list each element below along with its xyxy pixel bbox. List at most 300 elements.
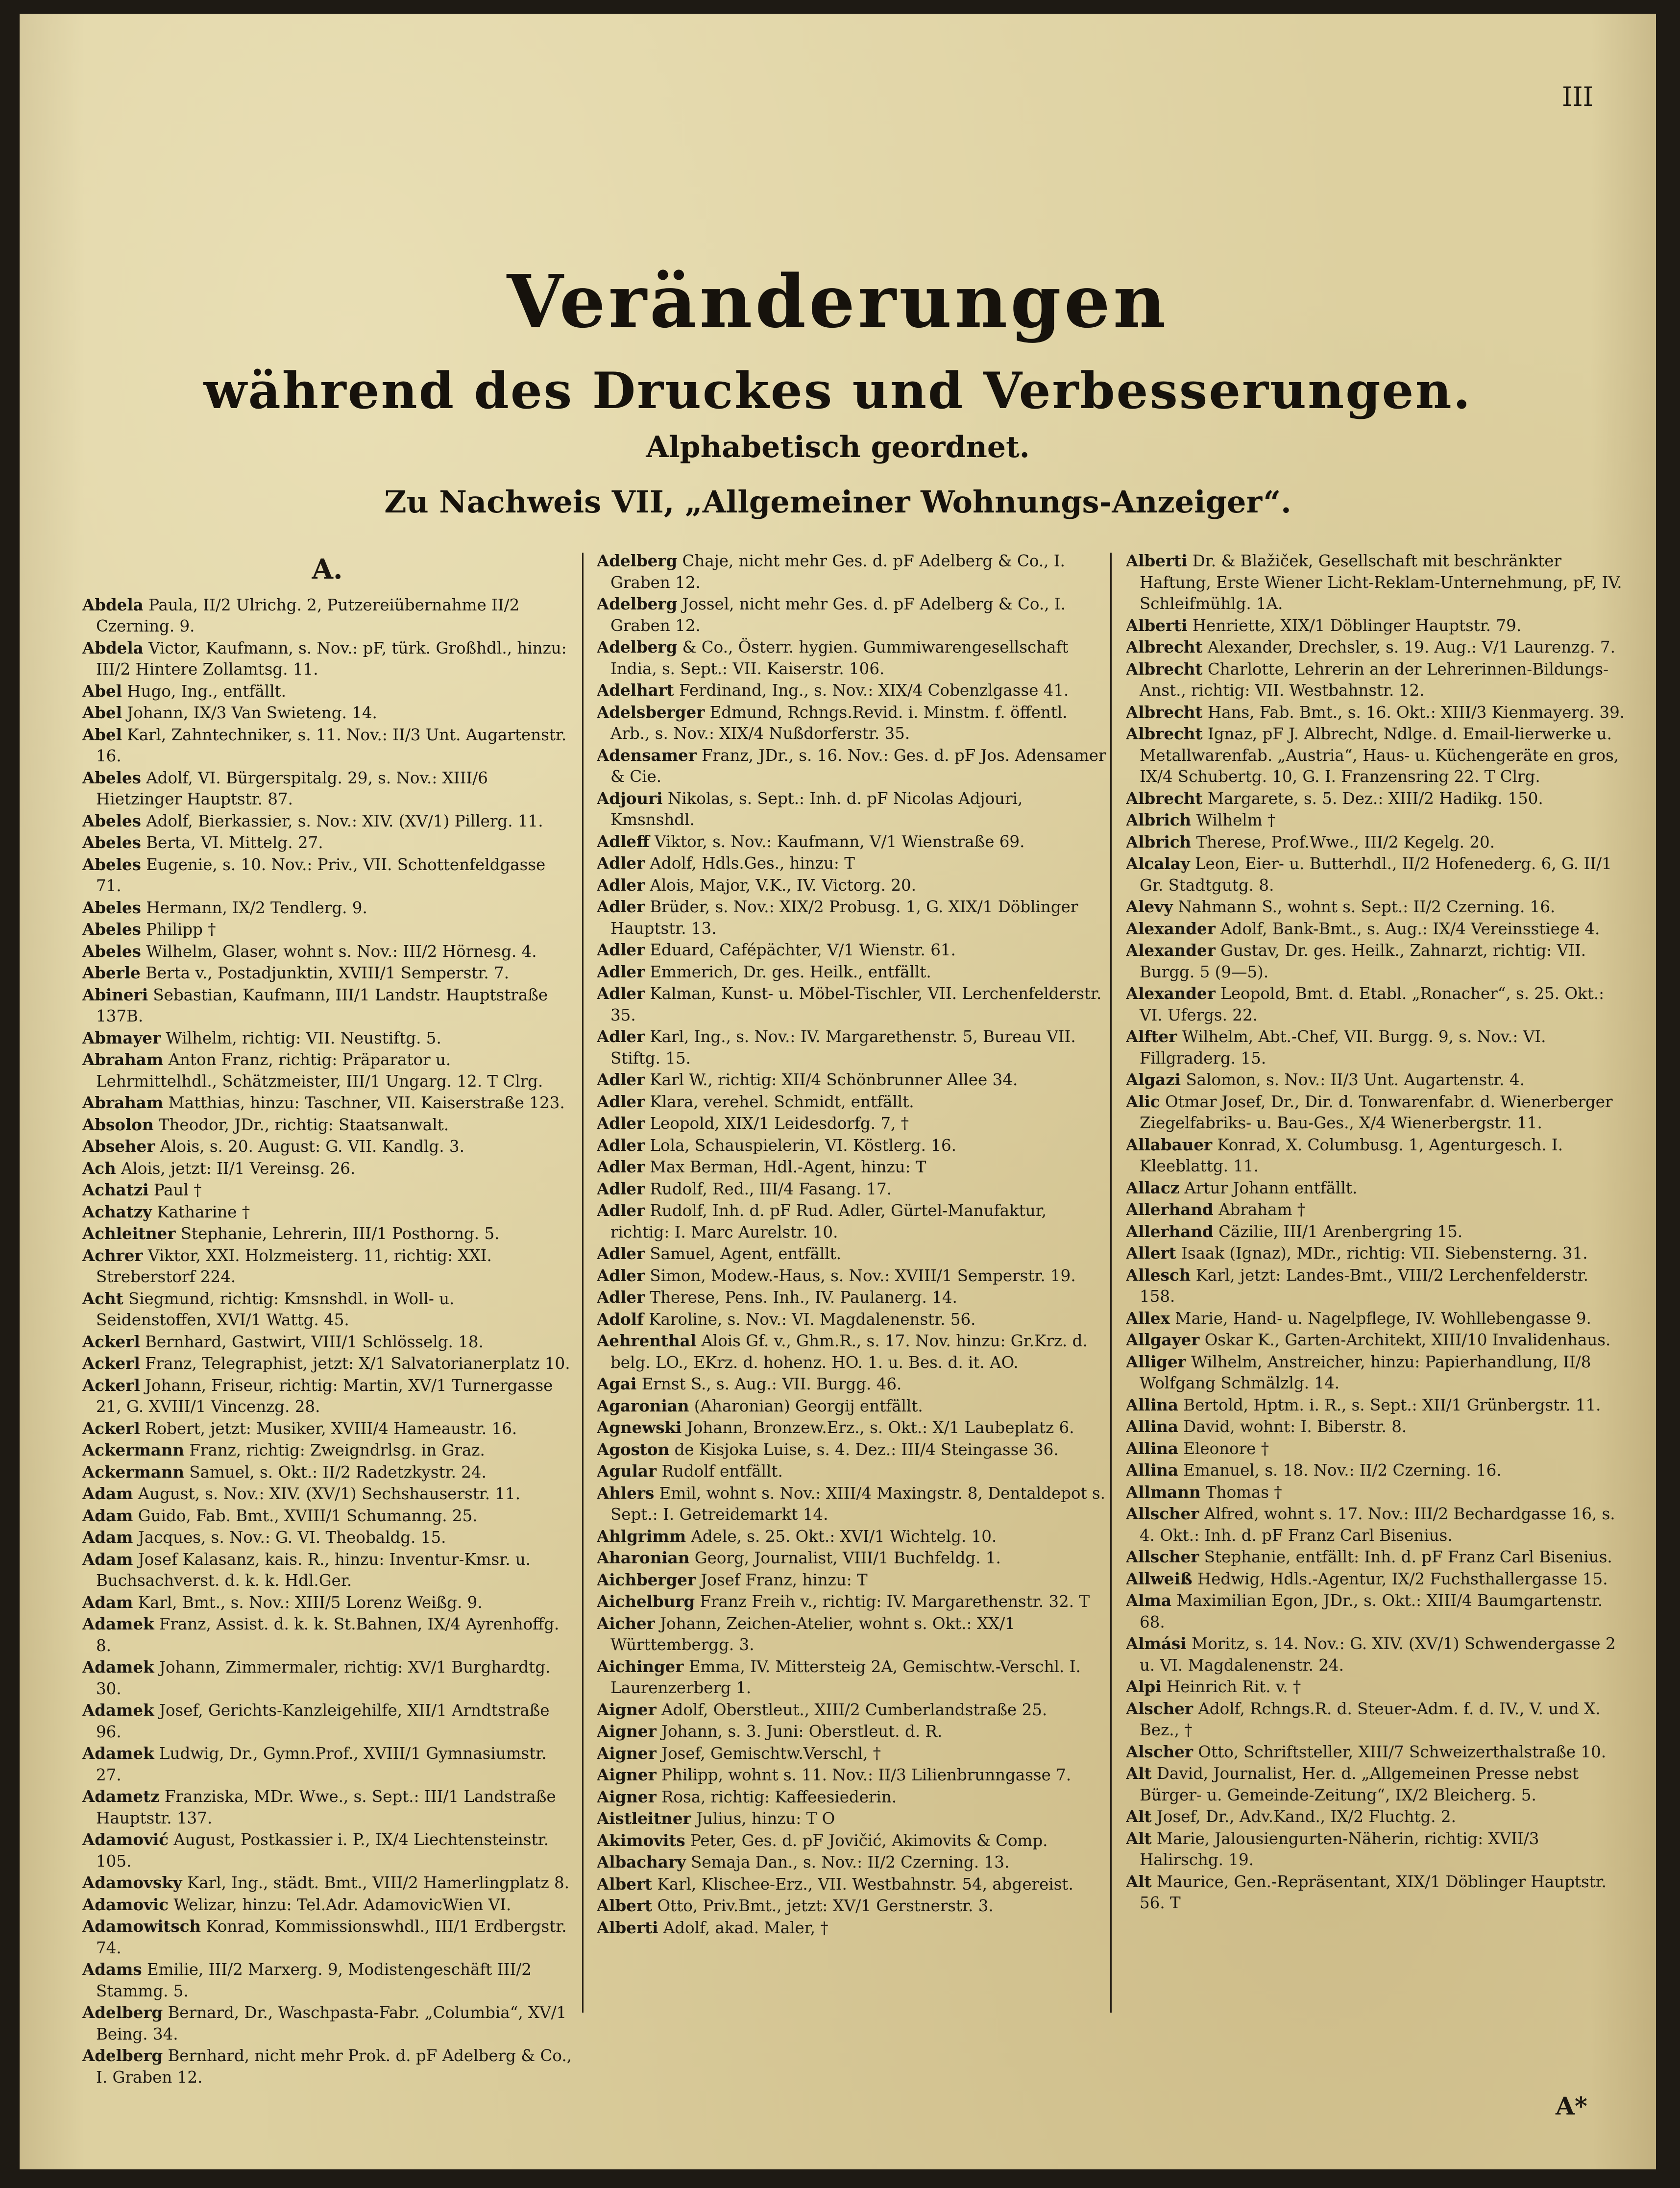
entry-list <box>82 594 572 2089</box>
directory-entry <box>82 984 572 1027</box>
directory-entry <box>82 2045 572 2088</box>
entry-surname: Ackerl <box>82 1332 140 1351</box>
entry-details: August, s. Nov.: XIV. (XV/1) Sechshauserstr. 11. <box>133 1484 521 1503</box>
directory-entry <box>597 1243 1106 1265</box>
entry-surname: Adler <box>597 984 645 1003</box>
entry-surname: Adamek <box>82 1701 154 1720</box>
directory-entry <box>1126 1329 1626 1351</box>
directory-entry <box>597 680 1106 702</box>
entry-details: August, Postkassier i. P., IX/4 Liechtensteinstr. 105. <box>96 1830 549 1871</box>
directory-entry <box>597 1613 1106 1656</box>
directory-entry <box>82 1743 572 1786</box>
entry-surname: Abeles <box>82 854 141 874</box>
entry-details: Therese, Pens. Inh., IV. Paulanerg. 14. <box>645 1288 957 1307</box>
entry-details: Josef Franz, hinzu: T <box>696 1570 868 1589</box>
entry-surname: Agaronian <box>597 1396 689 1415</box>
entry-surname: Abeles <box>82 920 141 939</box>
directory-entry <box>82 1158 572 1180</box>
directory-entry <box>597 1395 1106 1417</box>
entry-details: Anton Franz, richtig: Präparator u. Lehrmittelhdl., Schätzmeister, III/1 Ungarg. 12. T Clrg. <box>96 1050 543 1091</box>
directory-entry <box>597 1764 1106 1786</box>
directory-entry <box>597 1135 1106 1157</box>
entry-details: Paula, II/2 Ulrichg. 2, Putzereiübernahme II/2 Czerning. 9. <box>96 595 520 635</box>
directory-entry <box>1126 1242 1626 1264</box>
entry-surname: Adler <box>597 1265 645 1285</box>
directory-entry <box>82 1829 572 1872</box>
entry-details: Wilhelm, Glaser, wohnt s. Nov.: III/2 Hörnesg. 4. <box>141 942 537 961</box>
directory-entry <box>1126 788 1626 810</box>
directory-entry <box>1126 702 1626 724</box>
directory-entry <box>597 1417 1106 1439</box>
entry-surname: Adelberg <box>597 594 678 613</box>
entry-surname: Alberti <box>597 1918 658 1937</box>
entry-surname: Albrecht <box>1126 702 1203 722</box>
entry-surname: Adelberg <box>597 551 678 570</box>
directory-entry <box>82 1027 572 1049</box>
entry-details: Simon, Modew.-Haus, s. Nov.: XVIII/1 Semperstr. 19. <box>645 1266 1076 1285</box>
entry-details: Leopold, XIX/1 Leidesdorfg. 7, † <box>645 1114 909 1133</box>
entry-details: Adolf, Hdls.Ges., hinzu: T <box>645 854 855 873</box>
entry-details: Wilhelm, richtig: VII. Neustiftg. 5. <box>161 1028 441 1047</box>
entry-surname: Adler <box>597 853 645 873</box>
directory-entry <box>597 1547 1106 1569</box>
entry-details: Franz, Assist. d. k. k. St.Bahnen, IX/4 Ayrenhoffg. 8. <box>96 1615 560 1655</box>
directory-entry <box>597 1526 1106 1548</box>
entry-surname: Allesch <box>1126 1265 1191 1285</box>
entry-details: Bernhard, Gastwirt, VIII/1 Schlösselg. 18. <box>140 1332 484 1351</box>
entry-surname: Abseher <box>82 1137 155 1156</box>
entry-surname: Allgayer <box>1126 1330 1200 1349</box>
directory-entry <box>597 1786 1106 1808</box>
entry-details: Philipp, wohnt s. 11. Nov.: II/3 Lilienbrunngasse 7. <box>656 1766 1071 1784</box>
entry-surname: Adelsberger <box>597 702 705 722</box>
entry-surname: Aicher <box>597 1613 655 1633</box>
entry-surname: Alscher <box>1126 1742 1193 1761</box>
entry-details: Brüder, s. Nov.: XIX/2 Probusg. 1, G. XIX/1 Döblinger Hauptstr. 13. <box>610 898 1078 938</box>
directory-entry <box>597 961 1106 983</box>
directory-entry <box>82 1613 572 1656</box>
entry-surname: Alfter <box>1126 1027 1177 1046</box>
entry-details: Adolf, Bank-Bmt., s. Aug.: IX/4 Vereinsstiege 4. <box>1215 919 1600 938</box>
entry-surname: Alpi <box>1126 1677 1162 1696</box>
entry-details: Johann, Bronzew.Erz., s. Okt.: X/1 Laubeplatz 6. <box>682 1418 1074 1437</box>
directory-entry <box>82 1700 572 1743</box>
entry-surname: Albert <box>597 1896 653 1915</box>
directory-entry <box>82 2002 572 2045</box>
entry-details: Karl, Ing., s. Nov.: IV. Margarethenstr. 5, Bureau VII. Stiftg. 15. <box>610 1027 1076 1068</box>
entry-details: Maurice, Gen.-Repräsentant, XIX/1 Döblinger Hauptstr. 56. T <box>1140 1872 1607 1912</box>
directory-entry <box>82 1375 572 1418</box>
entry-surname: Adametz <box>82 1787 160 1806</box>
directory-entry <box>597 983 1106 1026</box>
entry-surname: Aigner <box>597 1722 657 1741</box>
entry-details: Adolf, Bierkassier, s. Nov.: XIV. (XV/1) Pillerg. 11. <box>141 811 543 830</box>
entry-list <box>597 550 1106 1939</box>
entry-surname: Abdela <box>82 638 144 657</box>
entry-surname: Alscher <box>1126 1699 1193 1718</box>
entry-surname: Adam <box>82 1484 133 1503</box>
entry-details: Rosa, richtig: Kaffeesiederin. <box>656 1787 897 1806</box>
entry-surname: Allabauer <box>1126 1135 1213 1154</box>
directory-entry <box>82 832 572 854</box>
entry-surname: Ach <box>82 1158 116 1178</box>
directory-entry <box>1126 1459 1626 1482</box>
directory-entry <box>597 1699 1106 1721</box>
entry-details: Cäzilie, III/1 Arenbergring 15. <box>1213 1222 1463 1241</box>
directory-entry <box>1126 1482 1626 1504</box>
entry-details: Josef, Dr., Adv.Kand., IX/2 Fluchtg. 2. <box>1151 1807 1456 1826</box>
directory-entry <box>597 1439 1106 1461</box>
entry-details: Lola, Schauspielerin, VI. Köstlerg. 16. <box>645 1136 956 1155</box>
entry-surname: Adler <box>597 1114 645 1133</box>
entry-details: Stephanie, entfällt: Inh. d. pF Franz Carl Bisenius. <box>1199 1548 1612 1566</box>
directory-entry <box>1126 1503 1626 1546</box>
entry-details: de Kisjoka Luise, s. 4. Dez.: III/4 Steingasse 36. <box>669 1440 1059 1459</box>
entry-surname: Allmann <box>1126 1482 1201 1502</box>
entry-surname: Ackerl <box>82 1418 140 1438</box>
directory-entry <box>1126 983 1626 1026</box>
directory-page <box>20 14 1656 2169</box>
directory-entry <box>1126 918 1626 940</box>
entry-surname: Achatzi <box>82 1180 149 1199</box>
directory-entry <box>1126 1091 1626 1134</box>
entry-details: Ferdinand, Ing., s. Nov.: XIX/4 Cobenzlgasse 41. <box>674 681 1069 700</box>
entry-surname: Albrecht <box>1126 637 1203 656</box>
entry-surname: Adler <box>597 1135 645 1155</box>
entry-details: Kalman, Kunst- u. Möbel-Tischler, VII. Lerchenfelderstr. 35. <box>610 984 1102 1024</box>
entry-surname: Alexander <box>1126 919 1216 938</box>
entry-surname: Adler <box>597 1092 645 1111</box>
entry-details: Thomas † <box>1200 1483 1282 1502</box>
entry-details: Wilhelm, Anstreicher, hinzu: Papierhandlung, II/8 Wolfgang Schmälzlg. 14. <box>1140 1352 1591 1392</box>
directory-entry <box>1126 1026 1626 1069</box>
entry-details: Hugo, Ing., entfällt. <box>122 681 286 701</box>
entry-surname: Alt <box>1126 1807 1152 1826</box>
entry-details: Franz, JDr., s. 16. Nov.: Ges. d. pF Jos. Adensamer & Cie. <box>610 746 1106 786</box>
entry-details: Alexander, Drechsler, s. 19. Aug.: V/1 Laurenzg. 7. <box>1202 638 1615 656</box>
entry-surname: Abraham <box>82 1050 164 1069</box>
directory-reference: Zu Nachweis VII, „Allgemeiner Wohnungs-Anzeiger“. <box>384 484 1291 520</box>
directory-entry <box>597 636 1106 680</box>
entry-surname: Ahlgrimm <box>597 1526 686 1546</box>
entry-details: Bernhard, nicht mehr Prok. d. pF Adelberg & Co., I. Graben 12. <box>96 2046 572 2087</box>
directory-entry <box>82 941 572 963</box>
entry-surname: Adamek <box>82 1744 154 1763</box>
entry-surname: Adamovsky <box>82 1873 182 1892</box>
entry-details: Siegmund, richtig: Kmsnshdl. in Woll- u. Seidenstoffen, XVI/1 Wattg. 45. <box>96 1289 455 1329</box>
directory-entry <box>597 1460 1106 1483</box>
entry-surname: Alexander <box>1126 941 1216 960</box>
directory-entry <box>82 1549 572 1592</box>
directory-entry <box>82 1418 572 1440</box>
entry-surname: Allscher <box>1126 1504 1199 1523</box>
entry-details: Marie, Jalousiengurten-Näherin, richtig: XVII/3 Halirschg. 19. <box>1140 1829 1539 1869</box>
entry-details: Rudolf, Inh. d. pF Rud. Adler, Gürtel-Manufaktur, richtig: I. Marc Aurelstr. 10. <box>610 1201 1047 1241</box>
entry-details: Josef, Gerichts-Kanzleigehilfe, XII/1 Arndtstraße 96. <box>96 1701 550 1741</box>
entry-surname: Adler <box>597 1070 645 1089</box>
directory-entry <box>82 1656 572 1700</box>
entry-details: Wilhelm, Abt.-Chef, VII. Burgg. 9, s. Nov.: VI. Fillgraderg. 15. <box>1140 1027 1546 1068</box>
entry-details: Konrad, X. Columbusg. 1, Agenturgesch. I. Kleeblattg. 11. <box>1140 1135 1563 1175</box>
directory-entry <box>1126 831 1626 853</box>
entry-surname: Abeles <box>82 768 141 787</box>
entry-details: Abraham † <box>1213 1200 1305 1219</box>
entry-details: Ignaz, pF J. Albrecht, Ndlge. d. Email-lierwerke u. Metallwarenfab. „Austria“, Haus- u. Küchengeräte en gros, IX/4 Schubertg. 10, G. I. Franzensring 22. T Clrg. <box>1140 725 1619 786</box>
entry-details: Karl, Zahntechniker, s. 11. Nov.: II/3 Unt. Augartenstr. 16. <box>96 725 567 765</box>
entry-surname: Abeles <box>82 941 141 961</box>
entry-surname: Allina <box>1126 1460 1178 1480</box>
directory-entry <box>597 852 1106 875</box>
directory-entry <box>1126 1633 1626 1676</box>
entry-surname: Ackerl <box>82 1375 140 1395</box>
entry-surname: Adleff <box>597 831 650 851</box>
entry-details: Margarete, s. 5. Dez.: XIII/2 Hadikg. 150. <box>1202 789 1543 808</box>
entry-surname: Albrecht <box>1126 724 1203 743</box>
entry-surname: Achrer <box>82 1245 143 1265</box>
entry-details: Alois, jetzt: II/1 Vereinsg. 26. <box>116 1159 356 1178</box>
entry-details: Johann, Zimmermaler, richtig: XV/1 Burghardtg. 30. <box>96 1658 551 1698</box>
directory-entry <box>597 1656 1106 1699</box>
directory-entry <box>597 1287 1106 1309</box>
entry-details: Emanuel, s. 18. Nov.: II/2 Czerning. 16. <box>1178 1461 1502 1480</box>
directory-entry <box>82 1049 572 1092</box>
column-2 <box>597 550 1106 2113</box>
entry-surname: Allex <box>1126 1308 1170 1328</box>
directory-entry <box>1126 723 1626 788</box>
directory-entry <box>82 1916 572 1959</box>
entry-details: Isaak (Ignaz), MDr., richtig: VII. Siebensterng. 31. <box>1176 1244 1588 1263</box>
directory-entry <box>597 1265 1106 1287</box>
entry-surname: Allina <box>1126 1417 1178 1436</box>
directory-entry <box>597 702 1106 745</box>
entry-details: Bernard, Dr., Waschpasta-Fabr. „Columbia“, XV/1 Being. 34. <box>96 2003 567 2043</box>
entry-surname: Adams <box>82 1960 142 1979</box>
entry-details: David, Journalist, Her. d. „Allgemeinen Presse nebst Bürger- u. Gemeinde-Zeitung“, IX/2 Bleicherg. 5. <box>1140 1764 1579 1804</box>
column-divider <box>582 553 584 2013</box>
entry-details: Eduard, Cafépächter, V/1 Wienstr. 61. <box>645 941 956 959</box>
entry-details: Ludwig, Dr., Gymn.Prof., XVIII/1 Gymnasiumstr. 27. <box>96 1744 547 1784</box>
entry-surname: Adler <box>597 1179 645 1198</box>
entry-details: Hedwig, Hdls.-Agentur, IX/2 Fuchsthallergasse 15. <box>1192 1569 1608 1588</box>
entry-details: Leopold, Bmt. d. Etabl. „Ronacher“, s. 25. Okt.: VI. Ufergs. 22. <box>1140 984 1605 1024</box>
directory-entry <box>1126 940 1626 983</box>
signature-mark: A* <box>1556 2091 1587 2120</box>
entry-surname: Alt <box>1126 1764 1152 1783</box>
directory-entry <box>82 1353 572 1375</box>
entry-details: Moritz, s. 14. Nov.: G. XIV. (XV/1) Schwendergasse 2 u. VI. Magdalenenstr. 24. <box>1140 1634 1616 1675</box>
entry-details: Eugenie, s. 10. Nov.: Priv., VII. Schottenfeldgasse 71. <box>96 855 546 895</box>
entry-surname: Ackermann <box>82 1440 185 1459</box>
directory-entry <box>1126 1416 1626 1438</box>
entry-details: Adele, s. 25. Okt.: XVI/1 Wichtelg. 10. <box>686 1527 997 1546</box>
entry-surname: Adjouri <box>597 788 663 808</box>
entry-details: Viktor, s. Nov.: Kaufmann, V/1 Wienstraße 69. <box>649 832 1025 851</box>
entry-details: Rudolf entfällt. <box>657 1462 783 1481</box>
directory-entry <box>1126 1546 1626 1568</box>
directory-entry <box>82 1483 572 1505</box>
entry-surname: Aigner <box>597 1765 657 1784</box>
entry-surname: Acht <box>82 1288 123 1308</box>
directory-entry <box>82 702 572 724</box>
entry-details: Johann, IX/3 Van Swieteng. 14. <box>122 704 377 722</box>
entry-surname: Alberti <box>1126 551 1188 570</box>
entry-details: Peter, Ges. d. pF Jovičić, Akimovits & Comp. <box>685 1831 1048 1850</box>
entry-surname: Agular <box>597 1461 657 1481</box>
entry-surname: Adolf <box>597 1309 644 1329</box>
entry-details: (Aharonian) Georgij entfällt. <box>689 1396 923 1415</box>
section-letter: A. <box>312 553 343 585</box>
entry-details: Emma, IV. Mittersteig 2A, Gemischtw.-Verschl. I. Laurenzerberg 1. <box>610 1657 1081 1697</box>
entry-details: Leon, Eier- u. Butterhdl., II/2 Hofenederg. 6, G. II/1 Gr. Stadtgutg. 8. <box>1140 854 1612 895</box>
entry-details: Paul † <box>148 1181 202 1199</box>
directory-entry <box>597 1743 1106 1765</box>
directory-entry <box>597 1808 1106 1830</box>
directory-entry <box>1126 1828 1626 1871</box>
entry-details: Alois Gf. v., Ghm.R., s. 17. Nov. hinzu: Gr.Krz. d. belg. LO., EKrz. d. hohenz. HO. 1. u. Bes. d. it. AO. <box>610 1332 1088 1372</box>
directory-entry <box>82 1786 572 1829</box>
directory-entry <box>597 1830 1106 1852</box>
entry-details: Bertold, Hptm. i. R., s. Sept.: XII/1 Grünbergstr. 11. <box>1178 1395 1601 1414</box>
entry-surname: Allacz <box>1126 1178 1180 1197</box>
entry-details: Katharine † <box>152 1202 250 1221</box>
entry-details: Johann, Zeichen-Atelier, wohnt s. Okt.: XX/1 Württembergg. 3. <box>610 1614 1015 1654</box>
directory-entry <box>1126 809 1626 831</box>
entry-details: Chaje, nicht mehr Ges. d. pF Adelberg & Co., I. Graben 12. <box>610 552 1065 592</box>
entry-surname: Aichinger <box>597 1656 684 1676</box>
directory-entry <box>597 1373 1106 1395</box>
entry-surname: Alcalay <box>1126 854 1190 873</box>
entry-details: Nahmann S., wohnt s. Sept.: II/2 Czerning. 16. <box>1173 898 1556 916</box>
directory-entry <box>82 1592 572 1614</box>
directory-entry <box>82 681 572 703</box>
entry-details: Karl W., richtig: XII/4 Schönbrunner Allee 34. <box>645 1070 1018 1089</box>
entry-surname: Abeles <box>82 833 141 852</box>
entry-surname: Adler <box>597 940 645 959</box>
directory-entry <box>597 1156 1106 1178</box>
entry-details: Karl, jetzt: Landes-Bmt., VIII/2 Lerchenfelderstr. 158. <box>1140 1265 1588 1306</box>
entry-details: Alfred, wohnt s. 17. Nov.: III/2 Bechardgasse 16, s. 4. Okt.: Inh. d. pF Franz Carl Bisenius. <box>1140 1505 1615 1545</box>
entry-details: Franz Freih v., richtig: IV. Margarethenstr. 32. T <box>695 1592 1090 1611</box>
directory-entry <box>597 1917 1106 1939</box>
directory-entry <box>597 745 1106 788</box>
entry-list <box>1126 550 1626 1914</box>
entry-surname: Agoston <box>597 1439 670 1459</box>
entry-details: Adolf, Rchngs.R. d. Steuer-Adm. f. d. IV., V. und X. Bez., † <box>1140 1699 1601 1739</box>
directory-entry <box>597 1330 1106 1373</box>
entry-surname: Alliger <box>1126 1352 1186 1371</box>
directory-entry <box>1126 1438 1626 1460</box>
entry-surname: Alevy <box>1126 897 1173 916</box>
entry-surname: Albrecht <box>1126 659 1203 679</box>
entry-details: Emmerich, Dr. ges. Heilk., entfällt. <box>645 962 931 981</box>
entry-surname: Adler <box>597 962 645 981</box>
entry-details: Henriette, XIX/1 Döblinger Hauptstr. 79. <box>1187 616 1522 635</box>
entry-surname: Abineri <box>82 985 148 1004</box>
entry-details: Dr. & Blažiček, Gesellschaft mit beschränkter Haftung, Erste Wiener Licht-Reklam-Unternehmung, pF, IV. Schleifmühlg. 1A. <box>1140 552 1622 613</box>
directory-entry <box>82 1439 572 1461</box>
entry-details: Otmar Josef, Dr., Dir. d. Tonwarenfabr. d. Wienerberger Ziegelfabriks- u. Bau-Ges., X/4 Wienerbergstr. 11. <box>1140 1092 1613 1132</box>
entry-details: Ernst S., s. Aug.: VII. Burgg. 46. <box>636 1375 902 1393</box>
directory-entry <box>1126 1871 1626 1914</box>
entry-surname: Allweiß <box>1126 1569 1193 1588</box>
directory-entry <box>82 637 572 681</box>
directory-entry <box>82 1527 572 1549</box>
entry-surname: Akimovits <box>597 1830 685 1850</box>
entry-surname: Abmayer <box>82 1028 161 1047</box>
directory-entry <box>82 767 572 810</box>
entry-details: Salomon, s. Nov.: II/3 Unt. Augartenstr. 4. <box>1181 1070 1525 1089</box>
entry-surname: Abeles <box>82 898 141 917</box>
entry-surname: Allert <box>1126 1243 1176 1263</box>
entry-surname: Albrich <box>1126 832 1192 851</box>
entry-details: Therese, Prof.Wwe., III/2 Kegelg. 20. <box>1191 832 1495 851</box>
directory-entry <box>597 1069 1106 1091</box>
entry-details: Charlotte, Lehrerin an der Lehrerinnen-Bildungs-Anst., richtig: VII. Westbahnstr. 12. <box>1140 659 1609 700</box>
entry-details: Adolf, VI. Bürgerspitalg. 29, s. Nov.: XIII/6 Hietzinger Hauptstr. 87. <box>96 768 488 808</box>
page-title-line2: während des Druckes und Verbesserungen. <box>203 362 1472 420</box>
directory-entry <box>597 1091 1106 1113</box>
entry-surname: Adam <box>82 1506 133 1525</box>
entry-surname: Agnewski <box>597 1418 682 1437</box>
entry-details: Otto, Schriftsteller, XIII/7 Schweizerthalstraße 10. <box>1193 1742 1607 1761</box>
entry-surname: Adelberg <box>82 2046 163 2065</box>
entry-surname: Ackerl <box>82 1354 140 1373</box>
entry-surname: Aigner <box>597 1700 657 1719</box>
entry-surname: Abel <box>82 725 122 744</box>
entry-surname: Aharonian <box>597 1548 690 1567</box>
directory-entry <box>597 1895 1106 1917</box>
entry-surname: Ahlers <box>597 1483 655 1503</box>
entry-details: Maximilian Egon, JDr., s. Okt.: XIII/4 Baumgartenstr. 68. <box>1140 1591 1603 1631</box>
directory-entry <box>1126 1394 1626 1416</box>
entry-details: Alois, s. 20. August: G. VII. Kandlg. 3. <box>155 1137 464 1156</box>
directory-entry <box>82 962 572 984</box>
page-title: Veränderungen <box>507 259 1169 344</box>
directory-entry <box>597 1200 1106 1243</box>
entry-details: Franz, Telegraphist, jetzt: X/1 Salvatorianerplatz 10. <box>140 1354 570 1373</box>
directory-entry <box>82 1505 572 1527</box>
column-1 <box>82 550 572 2113</box>
entry-details: Wilhelm † <box>1191 811 1276 829</box>
entry-details: Matthias, hinzu: Taschner, VII. Kaiserstraße 123. <box>163 1094 565 1112</box>
entry-details: Viktor, XXI. Holzmeisterg. 11, richtig: XXI. Streberstorf 224. <box>96 1246 492 1286</box>
directory-entry <box>82 1245 572 1288</box>
directory-entry <box>1126 1264 1626 1308</box>
entry-details: Georg, Journalist, VIII/1 Buchfeldg. 1. <box>689 1549 1001 1567</box>
directory-entry <box>597 1591 1106 1613</box>
entry-surname: Adamek <box>82 1614 154 1633</box>
entry-details: Johann, s. 3. Juni: Oberstleut. d. R. <box>656 1722 943 1741</box>
entry-surname: Achatzy <box>82 1202 152 1221</box>
entry-surname: Adler <box>597 897 645 916</box>
entry-details: Emil, wohnt s. Nov.: XIII/4 Maxingstr. 8, Dentaldepot s. Sept.: I. Getreidemarkt 14. <box>610 1483 1106 1524</box>
entry-details: Sebastian, Kaufmann, III/1 Landstr. Hauptstraße 137B. <box>96 985 548 1025</box>
entry-surname: Absolon <box>82 1115 154 1134</box>
directory-entry <box>597 1309 1106 1331</box>
entry-surname: Aichelburg <box>597 1592 695 1611</box>
directory-entry <box>1126 1351 1626 1394</box>
directory-entry <box>82 1959 572 2002</box>
entry-surname: Adelberg <box>82 2003 163 2022</box>
entry-surname: Adam <box>82 1549 133 1569</box>
entry-surname: Adler <box>597 1027 645 1046</box>
directory-entry <box>597 1569 1106 1591</box>
directory-entry <box>597 1721 1106 1743</box>
entry-details: Karl, Klischee-Erz., VII. Westbahnstr. 54, abgereist. <box>652 1874 1073 1894</box>
entry-surname: Albert <box>597 1874 653 1894</box>
entry-surname: Adler <box>597 1201 645 1220</box>
entry-details: Josef, Gemischtw.Verschl, † <box>656 1744 881 1763</box>
